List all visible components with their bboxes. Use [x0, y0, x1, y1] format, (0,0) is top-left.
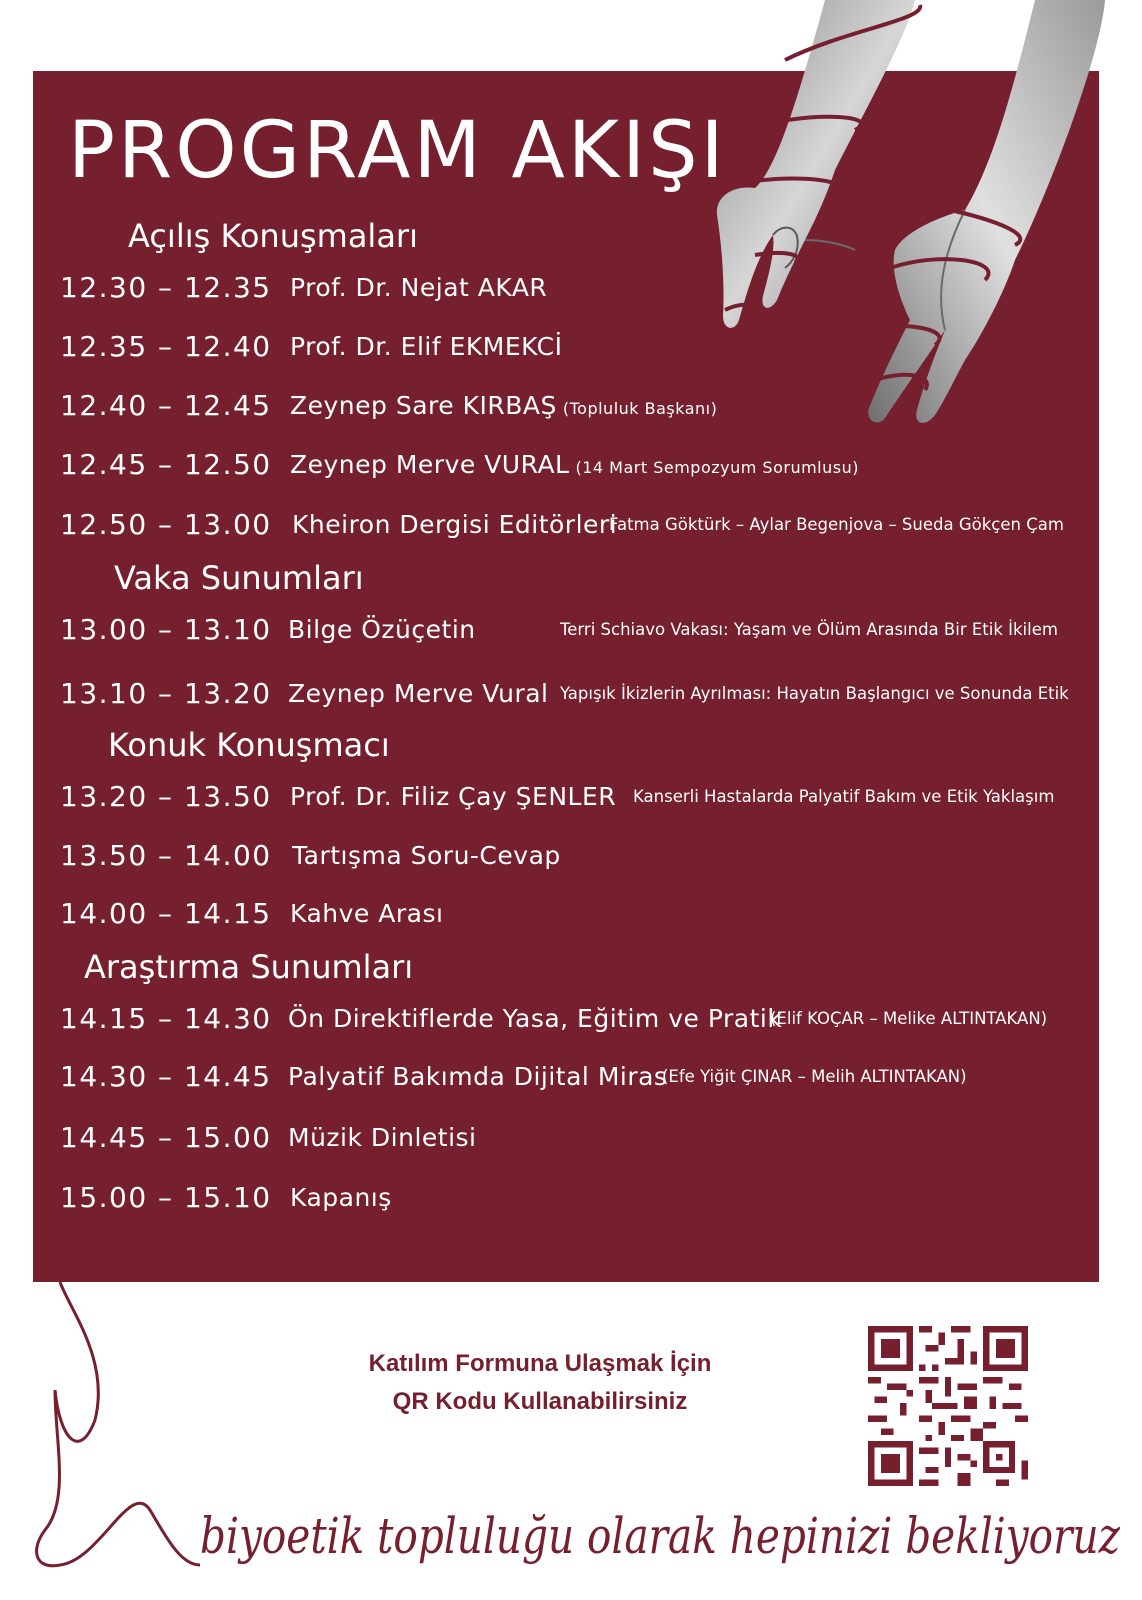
row-note: Fatma Göktürk – Aylar Begenjova – Sueda Gökçen Çam — [609, 515, 1064, 534]
row-time: 12.30 – 12.35 — [60, 271, 272, 304]
row-name: Müzik Dinletisi — [288, 1123, 477, 1152]
section-guest-speaker: Konuk Konuşmacı — [108, 726, 390, 764]
row-time: 12.50 – 13.00 — [60, 508, 272, 541]
schedule-row — [0, 999, 1100, 1039]
schedule-row — [0, 1178, 1100, 1218]
row-time: 12.35 – 12.40 — [60, 330, 272, 363]
schedule-row — [0, 445, 1100, 485]
cta-line-2: QR Kodu Kullanabilirsiniz — [392, 1388, 688, 1415]
row-name: Kapanış — [290, 1183, 392, 1212]
row-name: Prof. Dr. Nejat AKAR — [290, 273, 548, 302]
row-name: Kahve Arası — [290, 899, 444, 928]
row-name: Prof. Dr. Elif EKMEKCİ — [290, 332, 563, 361]
schedule-row — [0, 386, 1100, 426]
row-role: (14 Mart Sempozyum Sorumlusu) — [575, 458, 859, 477]
row-time: 12.45 – 12.50 — [60, 448, 272, 481]
row-time: 13.50 – 14.00 — [60, 839, 272, 872]
row-name: Tartışma Soru-Cevap — [292, 841, 561, 870]
schedule-row — [0, 327, 1100, 367]
schedule-row — [0, 777, 1100, 817]
hands-illustration — [715, 0, 1142, 450]
schedule-row — [0, 610, 1100, 650]
row-name: Zeynep Merve Vural — [288, 679, 549, 708]
schedule-row — [0, 836, 1100, 876]
row-role: (Topluluk Başkanı) — [562, 399, 718, 418]
schedule-row — [0, 268, 1100, 308]
section-case-presentations: Vaka Sunumları — [114, 559, 364, 597]
row-time: 14.00 – 14.15 — [60, 897, 272, 930]
row-note: Yapışık İkizlerin Ayrılması: Hayatın Başlangıcı ve Sonunda Etik — [560, 684, 1069, 703]
schedule-row — [0, 894, 1100, 934]
section-opening-speeches: Açılış Konuşmaları — [128, 217, 418, 255]
tagline-text: biyoetik topluluğu olarak hepinizi bekliyoruz — [200, 1507, 1121, 1565]
section-research-presentations: Araştırma Sunumları — [84, 948, 414, 986]
row-name: Ön Direktiflerde Yasa, Eğitim ve Pratik — [288, 1004, 783, 1033]
registration-call-to-action — [300, 1345, 780, 1421]
page-title: PROGRAM AKIŞI — [68, 106, 727, 196]
cta-line-1: Katılım Formuna Ulaşmak İçin — [368, 1350, 712, 1377]
row-note: Kanserli Hastalarda Palyatif Bakım ve Etik Yaklaşım — [633, 787, 1055, 806]
row-note: Terri Schiavo Vakası: Yaşam ve Ölüm Arasında Bir Etik İkilem — [560, 620, 1058, 639]
row-time: 14.45 – 15.00 — [60, 1121, 272, 1154]
handwritten-tagline — [200, 1498, 1130, 1588]
row-time: 13.10 – 13.20 — [60, 677, 272, 710]
row-time: 13.20 – 13.50 — [60, 780, 272, 813]
row-time: 14.15 – 14.30 — [60, 1002, 272, 1035]
row-name — [290, 386, 717, 429]
qr-code-icon[interactable] — [868, 1326, 1028, 1486]
row-name: Kheiron Dergisi Editörleri — [292, 510, 618, 539]
row-name-text: Zeynep Merve VURAL — [290, 450, 570, 479]
row-note: (Efe Yiğit ÇINAR – Melih ALTINTAKAN) — [662, 1067, 967, 1086]
schedule-row — [0, 674, 1100, 714]
row-time: 15.00 – 15.10 — [60, 1181, 272, 1214]
row-name — [290, 445, 859, 488]
schedule-row — [0, 505, 1100, 545]
schedule-row — [0, 1057, 1100, 1097]
row-time: 13.00 – 13.10 — [60, 613, 272, 646]
row-note: (Elif KOÇAR – Melike ALTINTAKAN) — [770, 1009, 1048, 1028]
row-time: 14.30 – 14.45 — [60, 1060, 272, 1093]
row-name: Bilge Özüçetin — [288, 615, 476, 644]
row-name: Palyatif Bakımda Dijital Miras — [288, 1062, 668, 1091]
row-name-text: Zeynep Sare KIRBAŞ — [290, 391, 557, 420]
row-time: 12.40 – 12.45 — [60, 389, 272, 422]
schedule-row — [0, 1118, 1100, 1158]
row-name: Prof. Dr. Filiz Çay ŞENLER — [290, 782, 617, 811]
